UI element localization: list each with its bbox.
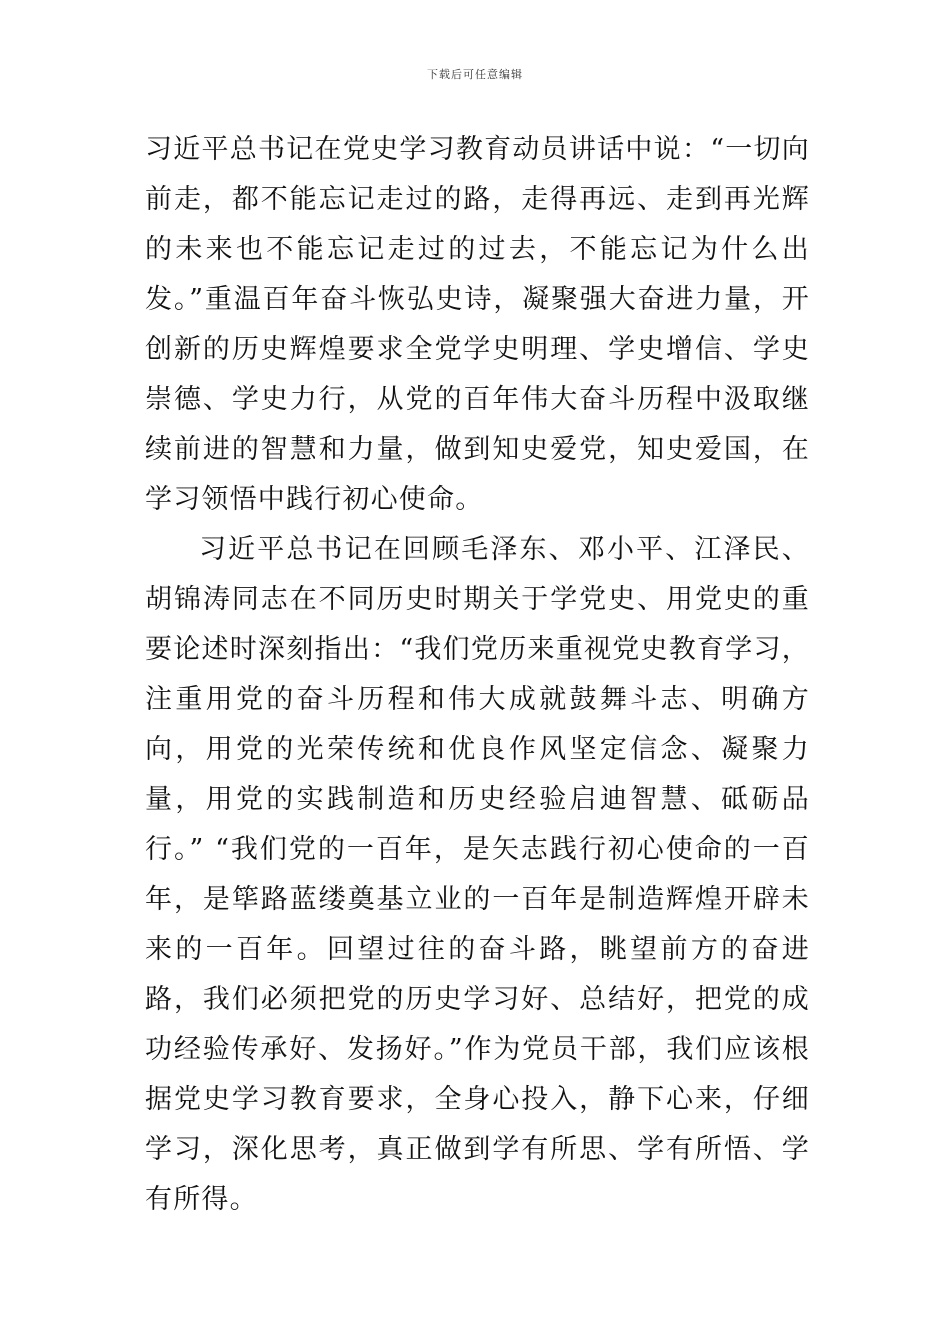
paragraph-2: 习近平总书记在回顾毛泽东、邓小平、江泽民、胡锦涛同志在不同历史时期关于学党史、用党史的重要论述时深刻指出：“我们党历来重视党史教育学习，注重用党的奋斗历程和伟大成就鼓舞斗志、明确方向，用党的光荣传统和优良作风坚定信念、凝聚力量，用党的实践制造和历史经验启迪智慧、砥砺品行。” “我们党的一百年，是矢志践行初心使命的一百年，是筚路蓝缕奠基立业的一百年是制造辉煌开辟未来的一百年。回望过往的奋斗路，眺望前方的奋进路，我们必须把党的历史学习好、总结好，把党的成功经验传承好、发扬好。”作为党员干部，我们应该根据党史学习教育要求，全身心投入，静下心来，仔细学习，深化思考，真正做到学有所思、学有所悟、学有所得。 xyxy=(145,534,810,1215)
header-note: 下载后可任意编辑 xyxy=(427,68,523,81)
paragraph-1: 习近平总书记在党史学习教育动员讲话中说：“一切向前走，都不能忘记走过的路，走得再远、走到再光辉的未来也不能忘记走过的过去，不能忘记为什么出发。”重温百年奋斗恢弘史诗，凝聚强大奋进力量，开创新的历史辉煌要求全党学史明理、学史增信、学史崇德、学史力行，从党的百年伟大奋斗历程中汲取继续前进的智慧和力量，做到知史爱党，知史爱国，在学习领悟中践行初心使命。 xyxy=(145,134,810,515)
